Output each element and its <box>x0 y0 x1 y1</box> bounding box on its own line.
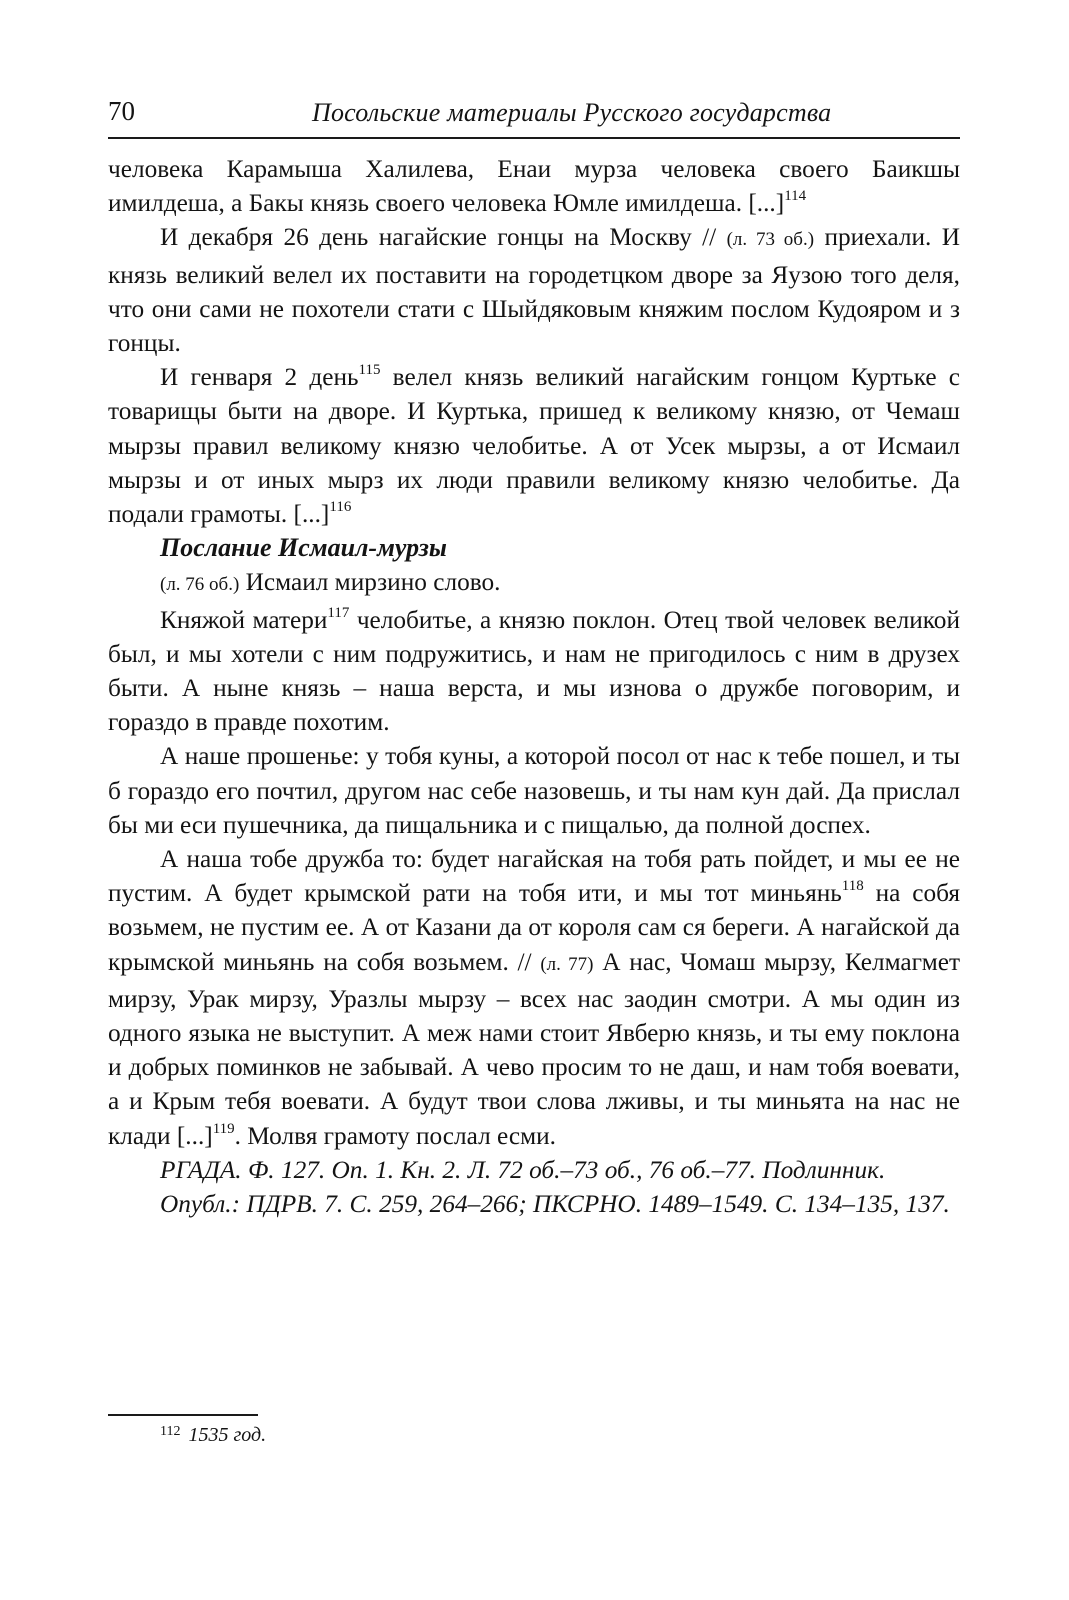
section-heading: Послание Исмаил-мурзы <box>160 533 447 563</box>
paragraph-3 <box>108 360 960 531</box>
paragraph-text: приехали. И князь великий велел их поставити на городетцком дворе за Яузою того деля, что они сами не похотели стати с Шыйдяковым княжим послом Кудояром и з гонцы. <box>108 223 960 358</box>
footnote-ref: 117 <box>327 604 350 621</box>
paragraph-text: человека Карамыша Халилева, Енаи мурза человека своего Баикшы имилдеша, а Бакы князь своего человека Юмле имилдеша. [...] <box>108 155 960 218</box>
page-number: 70 <box>108 96 135 126</box>
running-title: Посольские материалы Русского государства <box>312 98 832 127</box>
footnote-number: 112 <box>160 1424 181 1439</box>
footnote-ref: 118 <box>841 878 864 895</box>
paragraph-text: И декабря 26 день нагайские гонцы на Москву // <box>160 223 727 252</box>
page-header <box>108 94 960 136</box>
paragraph-5 <box>108 603 960 740</box>
paragraph-4 <box>108 565 960 602</box>
footnote <box>160 1424 266 1447</box>
footnote-ref: 115 <box>358 362 381 379</box>
paragraph-text: Исмаил мирзино слово. <box>239 568 501 597</box>
paragraph-text: А нас, Чомаш мырзу, Келмагмет мирзу, Урак мирзу, Уразлы мырзу – всех нас заодин смотри. А мы один из одного языка не выступит. А меж нами стоит Явберю князь, и ты ему поклона и добрых поминков не забывай. А чево просим то не даш, и нам тобя воевати, а и Крым тебя воевати. А будут твои слова лживы, и ты миньята на нас не клади [...] <box>108 947 960 1150</box>
paragraph-1 <box>108 152 960 220</box>
footnote-rule <box>108 1414 258 1416</box>
paragraph-text: А наша тобе дружба то: будет нагайская на тобя рать пойдет, и мы ее не пустим. А будет крымской рати на тобя ити, и мы тот миньянь <box>108 845 960 908</box>
paragraph-text: А наше прошенье: у тобя куны, а которой посол от нас к тебе пошел, и ты б гораздо его почтил, другом нас себе назовешь, и ты нам кун дай. Да прислал бы ми еси пушечника, да пищальника и с пищалью, да полной доспех. <box>108 742 960 839</box>
paragraph-6 <box>108 739 960 842</box>
footnote-ref: 114 <box>784 188 807 205</box>
paragraph-text: челобитье, а князю поклон. Отец твой человек великой был, и мы хотели с ним подружитись, и нам не пригодилось с ним в друзех быти. А ныне князь – наша верста, и мы изнова о дружбе поговорим, и гораздо в правде похотим. <box>108 605 960 737</box>
paragraph-text: на собя возьмем, не пустим ее. А от Казани да от короля сам ся береги. А нагайской да крымской миньянь на собя возьмем. // <box>108 879 960 976</box>
footnote-ref: 119 <box>212 1120 235 1137</box>
folio-reference: (л. 77) <box>540 953 594 975</box>
paragraph-7 <box>108 842 960 1153</box>
publication-reference: Опубл.: ПДРВ. 7. С. 259, 264–266; ПКСРНО. 1489–1549. С. 134–135, 137. <box>160 1190 950 1219</box>
archive-source: РГАДА. Ф. 127. Оп. 1. Кн. 2. Л. 72 об.–73 об., 76 об.–77. Подлинник. <box>160 1155 886 1184</box>
paragraph-text: Княжой матери <box>160 605 328 634</box>
paragraph-2 <box>108 220 960 360</box>
footnote-ref: 116 <box>329 499 352 516</box>
main-text <box>108 152 960 1221</box>
folio-reference: (л. 73 об.) <box>726 229 815 251</box>
paragraph-text: И генваря 2 день <box>160 363 359 392</box>
footnote-text: 1535 год. <box>188 1424 267 1446</box>
folio-reference: (л. 76 об.) <box>160 574 240 596</box>
paragraph-text: велел князь великий нагайским гонцом Куртьке с товарищы быти на дворе. И Куртька, пришед к великому князю, от Чемаш мырзы правил великому князю челобитье. А от Усек мырзы, а от Исмаил мырзы и от иных мырз их люди правили великому князю челобитье. Да подали грамоты. [...] <box>108 363 960 529</box>
header-rule <box>108 137 960 139</box>
paragraph-text: . Молвя грамоту послал есми. <box>234 1121 556 1150</box>
